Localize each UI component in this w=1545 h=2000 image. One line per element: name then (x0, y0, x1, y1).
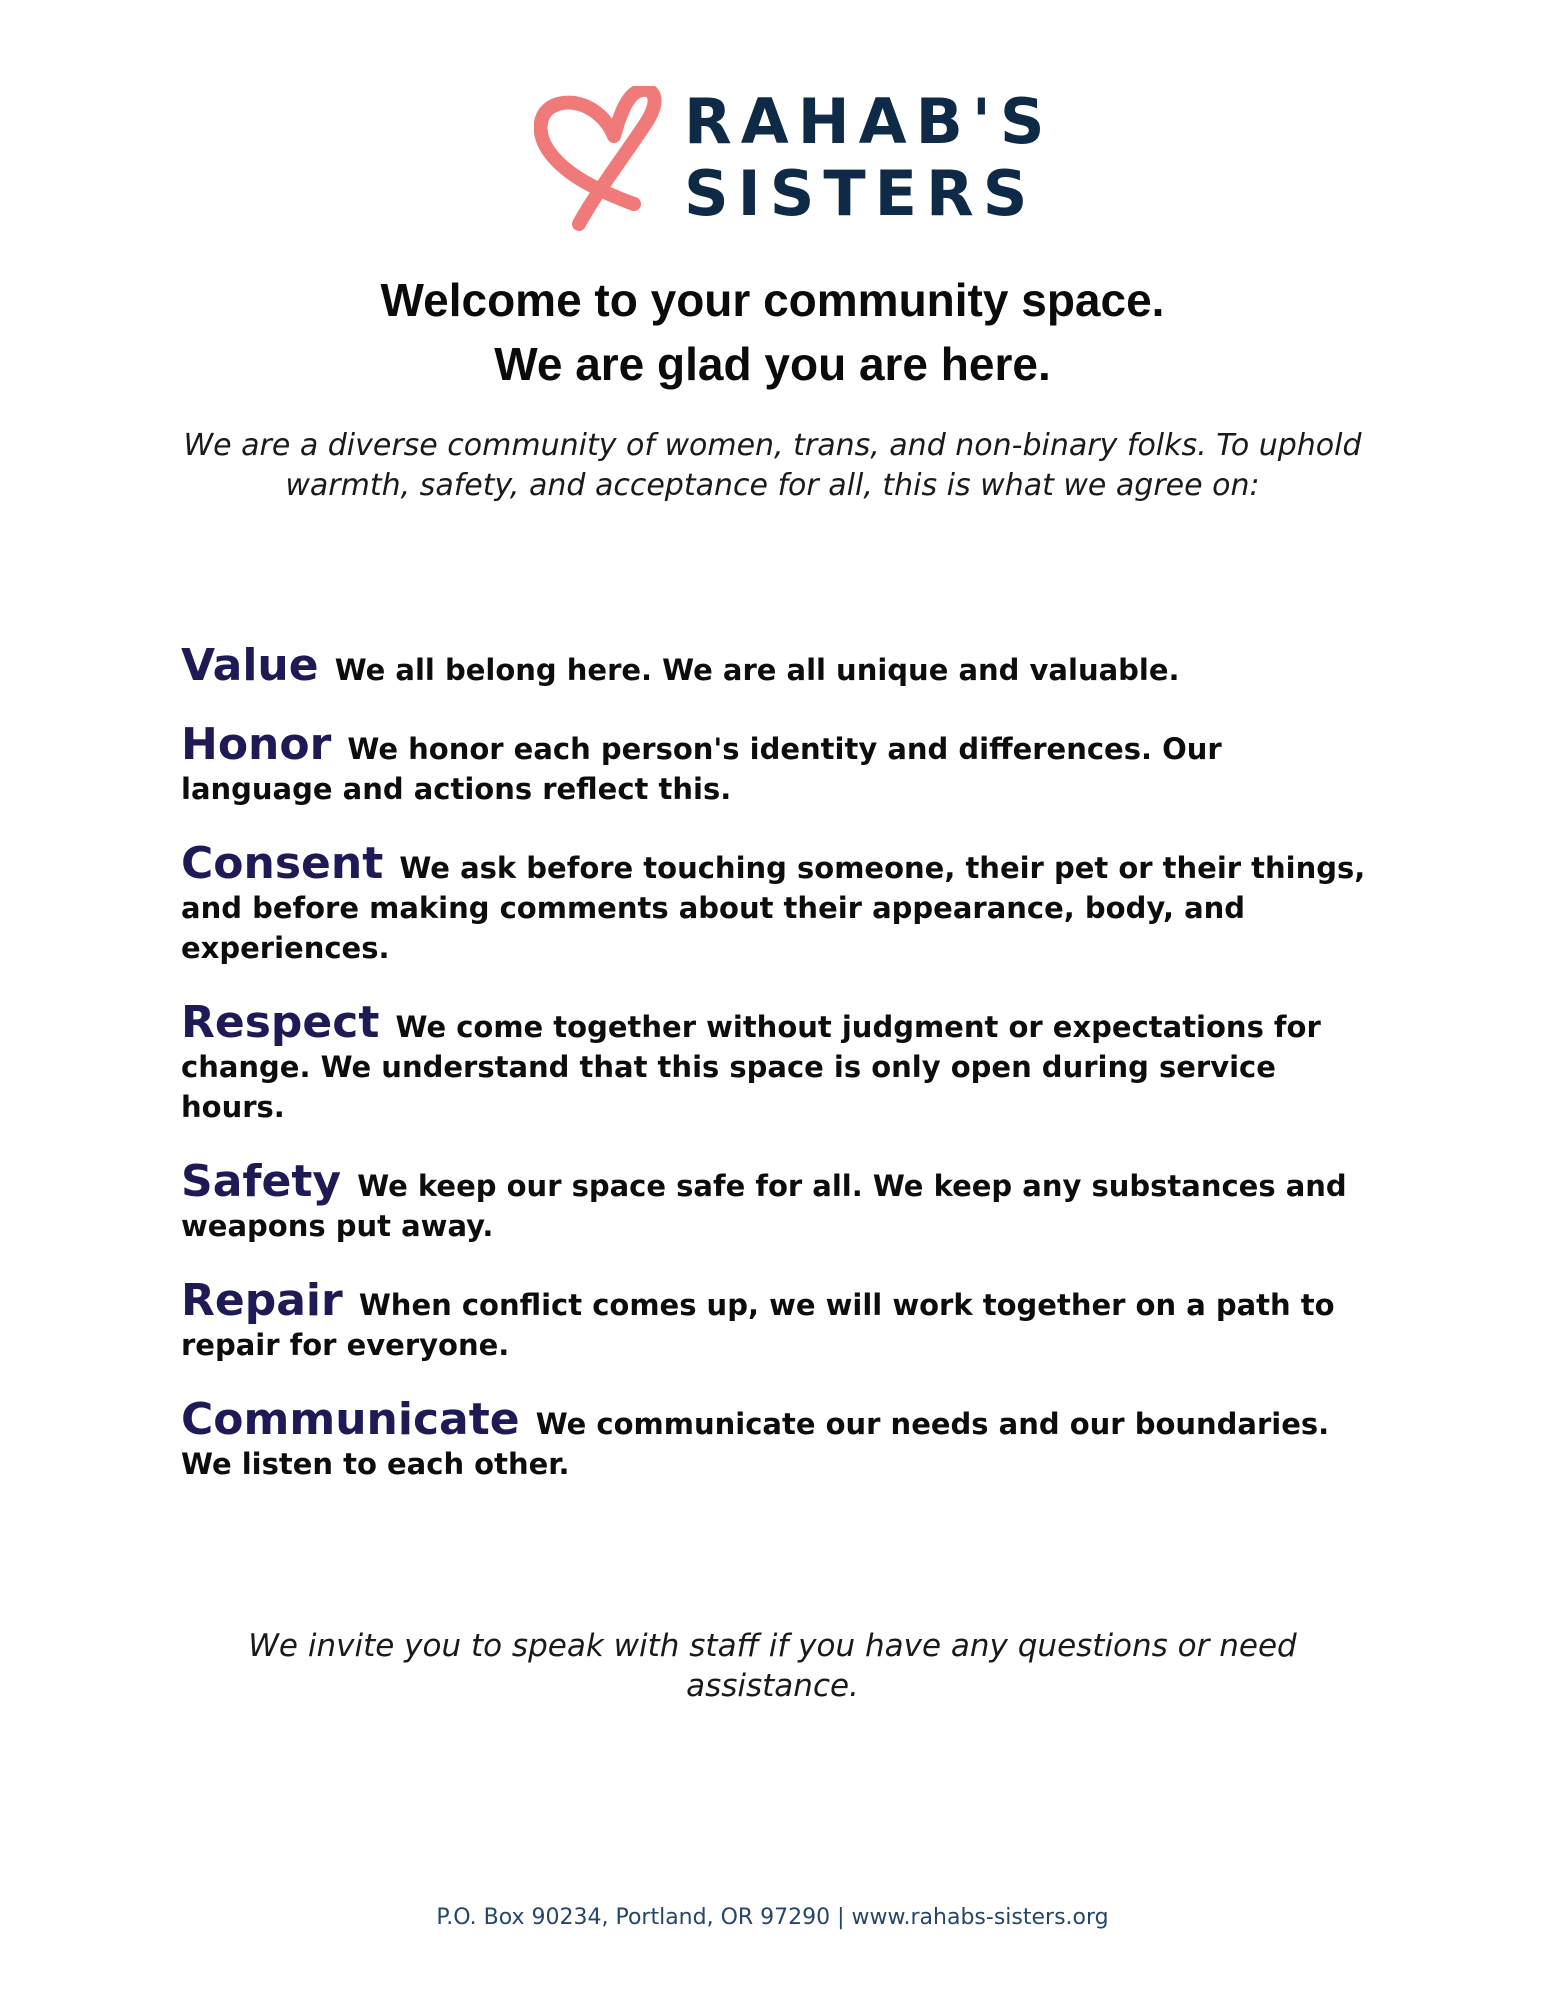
agreement-consent (181, 838, 1381, 968)
welcome-line-2: We are glad you are here. (494, 338, 1051, 390)
heart-icon (534, 86, 664, 232)
agreement-text: We all belong here. We are all unique and valuable. (334, 653, 1180, 687)
agreement-text: We ask before touching someone, their pet or their things, and before making comments about their appearance, body, and experiences. (181, 851, 1366, 965)
agreement-respect (181, 997, 1381, 1127)
welcome-heading (0, 268, 1545, 396)
agreement-term: Value (181, 640, 319, 691)
agreement-safety (181, 1156, 1381, 1246)
agreements-list (181, 640, 1381, 1519)
closing-text: We invite you to speak with staff if you have any questions or need assistance. (248, 1628, 1297, 1704)
agreement-repair (181, 1275, 1381, 1365)
logo (534, 85, 1054, 236)
logo-line-1: RAHAB'S (684, 85, 1054, 158)
welcome-line-1: Welcome to your community space. (380, 274, 1165, 326)
agreement-term: Safety (181, 1156, 342, 1207)
agreement-text: We keep our space safe for all. We keep any substances and weapons put away. (181, 1169, 1347, 1243)
agreement-value (181, 640, 1381, 691)
logo-line-2: SISTERS (684, 157, 1037, 230)
agreement-term: Repair (181, 1275, 343, 1326)
agreement-text: We honor each person's identity and differences. Our language and actions reflect this. (181, 732, 1222, 806)
agreement-text: We communicate our needs and our boundaries. We listen to each other. (181, 1407, 1330, 1481)
intro-text: We are a diverse community of women, trans, and non-binary folks. To uphold warmth, safety, and acceptance for all, this is what we agree on: (183, 428, 1362, 503)
footer-contact: P.O. Box 90234, Portland, OR 97290 | www.rahabs-sisters.org (436, 1905, 1109, 1930)
agreement-honor (181, 719, 1381, 809)
agreement-term: Communicate (181, 1394, 520, 1445)
agreement-text: We come together without judgment or expectations for change. We understand that this space is only open during service hours. (181, 1010, 1321, 1124)
agreement-term: Consent (181, 838, 384, 889)
agreement-term: Respect (181, 997, 380, 1048)
logo-wordmark (684, 86, 1054, 230)
agreement-term: Honor (181, 719, 332, 770)
agreement-communicate (181, 1394, 1381, 1484)
agreement-text: When conflict comes up, we will work together on a path to repair for everyone. (181, 1288, 1335, 1362)
